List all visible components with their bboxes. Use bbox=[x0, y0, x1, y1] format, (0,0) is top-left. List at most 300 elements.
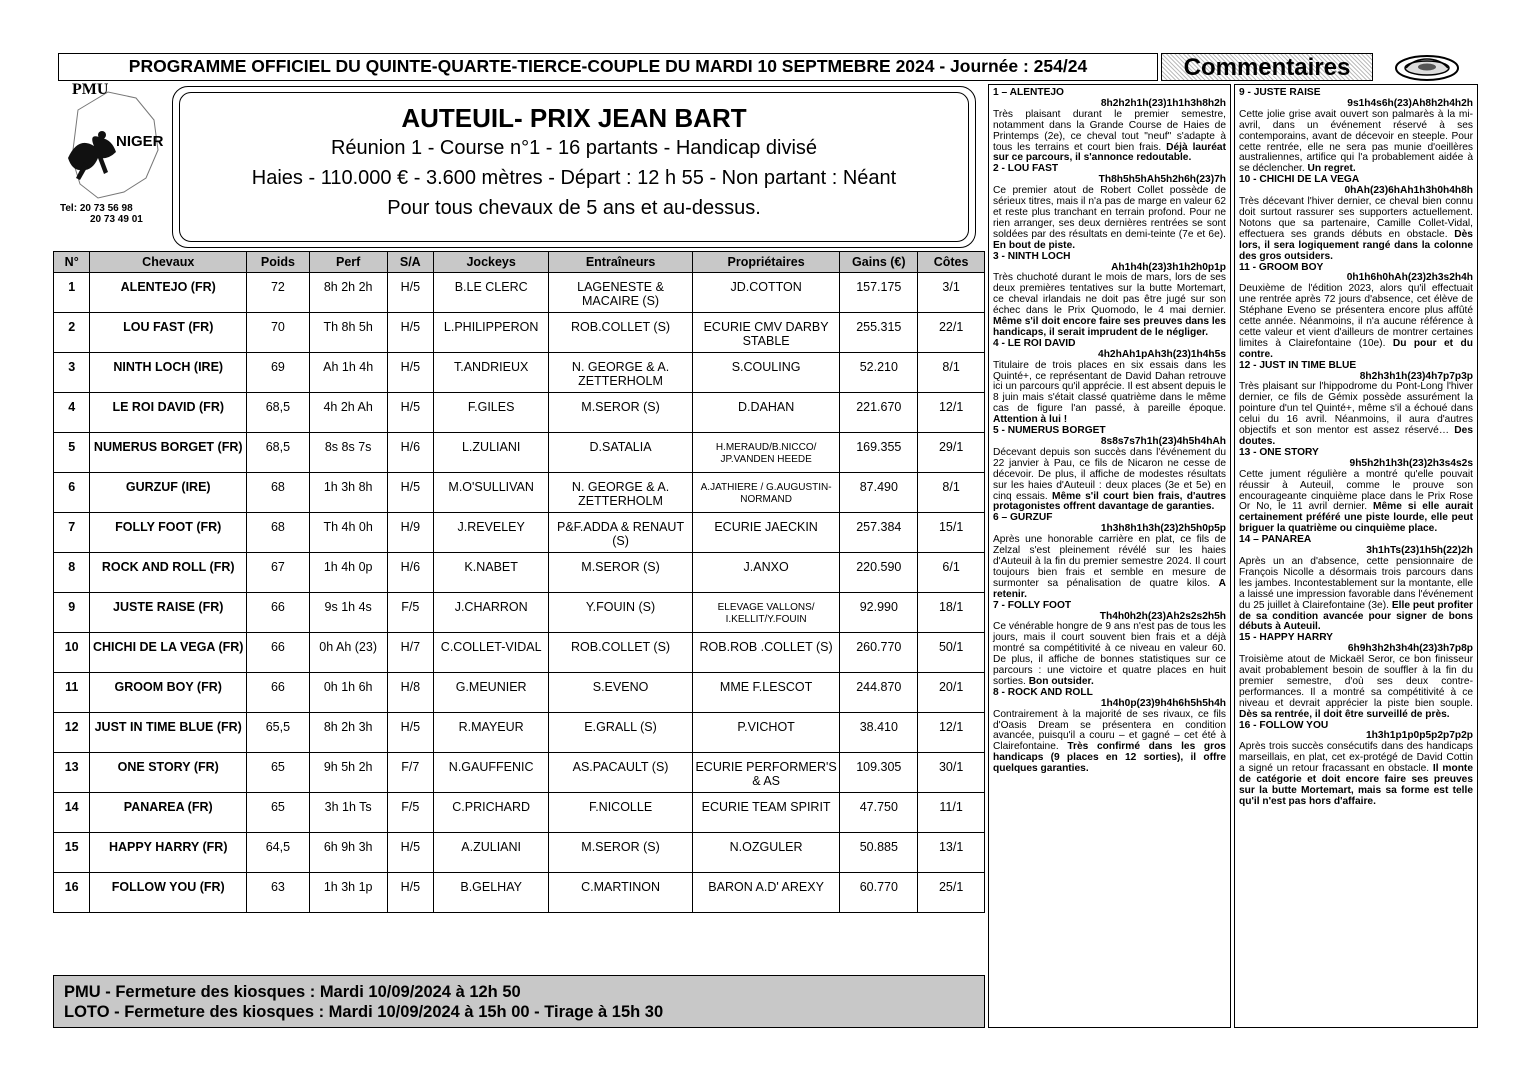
table-header-row bbox=[54, 252, 985, 273]
comment-perf: 8h2h2h1h(23)1h1h3h8h2h bbox=[1100, 97, 1226, 109]
table-cell: 12/1 bbox=[918, 713, 985, 753]
table-cell: D.DAHAN bbox=[692, 393, 840, 433]
comment-verdict: Un regret. bbox=[1307, 163, 1356, 175]
runners-table bbox=[53, 251, 985, 913]
table-cell: 87.490 bbox=[840, 473, 918, 513]
table-cell: H/6 bbox=[387, 553, 433, 593]
table-cell: L.ZULIANI bbox=[434, 433, 549, 473]
comment-body: Après un an d'absence, cette pensionnaire de François Nicolle a désormais trois parcours dans les jambes. Incontestablement sur la montante, elle a laissé une impression favorable dans l'événement du 25 juillet à Clairefontaine (3e). bbox=[1239, 555, 1473, 611]
comment-text bbox=[993, 710, 1226, 775]
comment-body: Deuxième de l'édition 2023, alors qu'il effectuait une rentrée après 72 jours d'absence, cet élève de Stéphane Eveno se présentera encore plus affûté cette année. Néanmoins, il n'a aucune référence à cette valeur et vient d'ailleurs de montrer certaines limites à Clairefontaine (10e). bbox=[1239, 283, 1473, 349]
comment-perf: 1h3h1p1p0p5p2p7p2p bbox=[1366, 730, 1473, 742]
comments-column-1 bbox=[988, 84, 1231, 1028]
table-cell: J.REVELEY bbox=[434, 513, 549, 553]
table-cell: 0h 1h 6h bbox=[309, 673, 387, 713]
table-cell: 8h 2h 2h bbox=[309, 273, 387, 313]
comment-text bbox=[993, 110, 1226, 165]
comment-verdict: Elle peut profiter de sa condition avancée pour signer de bons débuts à Auteuil. bbox=[1239, 599, 1473, 633]
table-row bbox=[54, 313, 985, 353]
comment-entry bbox=[1239, 361, 1473, 448]
column-header: Gains (€) bbox=[840, 252, 918, 273]
table-cell: Ah 1h 4h bbox=[309, 353, 387, 393]
table-cell: 68 bbox=[247, 513, 310, 553]
table-cell: LOU FAST (FR) bbox=[90, 313, 247, 353]
table-cell: H/8 bbox=[387, 673, 433, 713]
comment-title: 13 - ONE STORY bbox=[1239, 446, 1319, 458]
table-cell: S.EVENO bbox=[549, 673, 693, 713]
table-cell: ELEVAGE VALLONS/ I.KELLIT/Y.FOUIN bbox=[692, 593, 840, 633]
comment-entry bbox=[993, 88, 1226, 164]
comment-perf: 9s1h4s6h(23)Ah8h2h4h2h bbox=[1347, 97, 1473, 109]
table-cell: 13/1 bbox=[918, 833, 985, 873]
table-cell: 9h 5h 2h bbox=[309, 753, 387, 793]
comment-perf: 3h1hTs(23)1h5h(22)2h bbox=[1366, 545, 1473, 557]
table-cell: H/5 bbox=[387, 353, 433, 393]
comment-title: 11 - GROOM BOY bbox=[1239, 261, 1324, 273]
table-cell: K.NABET bbox=[434, 553, 549, 593]
column-header: Chevaux bbox=[90, 252, 247, 273]
table-cell: 52.210 bbox=[840, 353, 918, 393]
table-cell: 1h 4h 0p bbox=[309, 553, 387, 593]
table-cell: 11/1 bbox=[918, 793, 985, 833]
column-header: Perf bbox=[309, 252, 387, 273]
comment-body: Très plaisant sur l'hippodrome du Pont-Long l'hiver dernier, ce fils de Gémix possède assurément la pointure d'un tel Quinté+, même s'il a échoué dans celui du 16 avril. Néanmoins, il aura d'autres objectifs et son mentor est assez réservé… bbox=[1239, 381, 1473, 437]
table-cell: 1 bbox=[54, 273, 90, 313]
table-cell: 0h Ah (23) bbox=[309, 633, 387, 673]
table-cell: 68,5 bbox=[247, 393, 310, 433]
table-cell: JUST IN TIME BLUE (FR) bbox=[90, 713, 247, 753]
comment-verdict: Bon outsider. bbox=[1028, 675, 1094, 687]
table-cell: C.MARTINON bbox=[549, 873, 693, 913]
comment-verdict: Même s'il doit encore faire ses preuves dans les handicaps, il serait imprudent de le négliger. bbox=[993, 316, 1226, 338]
comment-perf: 8h2h3h1h(23)4h7p7p3p bbox=[1359, 370, 1473, 382]
table-cell: 68,5 bbox=[247, 433, 310, 473]
table-cell: 11 bbox=[54, 673, 90, 713]
table-row bbox=[54, 833, 985, 873]
comment-verdict: Des doutes. bbox=[1239, 425, 1473, 447]
table-cell: J.CHARRON bbox=[434, 593, 549, 633]
table-cell: PANAREA (FR) bbox=[90, 793, 247, 833]
table-cell: FOLLOW YOU (FR) bbox=[90, 873, 247, 913]
table-cell: Th 4h 0h bbox=[309, 513, 387, 553]
table-cell: CHICHI DE LA VEGA (FR) bbox=[90, 633, 247, 673]
comment-title: 5 - NUMERUS BORGET bbox=[993, 425, 1106, 437]
table-cell: H/9 bbox=[387, 513, 433, 553]
table-cell: H/5 bbox=[387, 473, 433, 513]
comment-title: 1 – ALENTEJO bbox=[993, 87, 1064, 98]
table-cell: E.GRALL (S) bbox=[549, 713, 693, 753]
table-cell: D.SATALIA bbox=[549, 433, 693, 473]
table-cell: 60.770 bbox=[840, 873, 918, 913]
table-cell: T.ANDRIEUX bbox=[434, 353, 549, 393]
table-cell: NINTH LOCH (IRE) bbox=[90, 353, 247, 393]
table-cell: R.MAYEUR bbox=[434, 713, 549, 753]
table-cell: 18/1 bbox=[918, 593, 985, 633]
table-row bbox=[54, 273, 985, 313]
table-cell: 220.590 bbox=[840, 553, 918, 593]
table-cell: 244.870 bbox=[840, 673, 918, 713]
table-cell: 29/1 bbox=[918, 433, 985, 473]
table-row bbox=[54, 873, 985, 913]
table-cell: 5 bbox=[54, 433, 90, 473]
comment-entry bbox=[993, 339, 1226, 426]
table-cell: 92.990 bbox=[840, 593, 918, 633]
table-cell: A.ZULIANI bbox=[434, 833, 549, 873]
table-cell: H/6 bbox=[387, 433, 433, 473]
table-cell: Y.FOUIN (S) bbox=[549, 593, 693, 633]
table-cell: JUSTE RAISE (FR) bbox=[90, 593, 247, 633]
table-cell: 64,5 bbox=[247, 833, 310, 873]
table-cell: FOLLY FOOT (FR) bbox=[90, 513, 247, 553]
table-cell: C.COLLET-VIDAL bbox=[434, 633, 549, 673]
comment-body: Ce vénérable hongre de 9 ans n'est pas de tous les jours, mais il court souvent bien frais et a déjà montré sa compétitivité à ce niveau en valeur 60. De plus, il affiche de bonnes statistiques sur ce parcours : une victoire et quatre places en huit sorties. bbox=[993, 621, 1226, 687]
comment-title: 4 - LE ROI DAVID bbox=[993, 337, 1076, 349]
table-cell: 10 bbox=[54, 633, 90, 673]
table-cell: JD.COTTON bbox=[692, 273, 840, 313]
table-cell: 30/1 bbox=[918, 753, 985, 793]
table-cell: 50.885 bbox=[840, 833, 918, 873]
comment-title: 7 - FOLLY FOOT bbox=[993, 599, 1072, 611]
table-cell: 38.410 bbox=[840, 713, 918, 753]
column-header: Côtes bbox=[918, 252, 985, 273]
comment-verdict: A retenir. bbox=[993, 577, 1226, 600]
comment-verdict: Du pour et du contre. bbox=[1239, 337, 1473, 360]
table-cell: 8/1 bbox=[918, 473, 985, 513]
logo-pmu-p: PMU bbox=[72, 81, 109, 98]
table-cell: 9s 1h 4s bbox=[309, 593, 387, 633]
table-cell: HAPPY HARRY (FR) bbox=[90, 833, 247, 873]
race-name: AUTEUIL- PRIX JEAN BART bbox=[401, 103, 747, 133]
table-cell: P&F.ADDA & RENAUT (S) bbox=[549, 513, 693, 553]
table-cell: J.ANXO bbox=[692, 553, 840, 593]
comments-logo-icon bbox=[1392, 52, 1462, 82]
table-row bbox=[54, 673, 985, 713]
table-cell: ECURIE JAECKIN bbox=[692, 513, 840, 553]
table-cell: BARON A.D' AREXY bbox=[692, 873, 840, 913]
closing-times bbox=[53, 975, 985, 1028]
table-cell: 169.355 bbox=[840, 433, 918, 473]
comment-text bbox=[1239, 197, 1473, 262]
table-row bbox=[54, 593, 985, 633]
comment-text bbox=[1239, 110, 1473, 175]
comment-title: 12 - JUST IN TIME BLUE bbox=[1239, 359, 1357, 371]
table-cell: 68 bbox=[247, 473, 310, 513]
table-cell: NUMERUS BORGET (FR) bbox=[90, 433, 247, 473]
table-cell: 20/1 bbox=[918, 673, 985, 713]
page-title: PROGRAMME OFFICIEL DU QUINTE-QUARTE-TIERCE-COUPLE DU MARDI 10 SEPTMEBRE 2024 - Journée : 254/24 bbox=[58, 53, 1158, 81]
table-cell: H/5 bbox=[387, 393, 433, 433]
comment-text bbox=[993, 622, 1226, 687]
comment-entry bbox=[1239, 633, 1473, 720]
comment-text bbox=[1239, 655, 1473, 720]
table-cell: N. GEORGE & A. ZETTERHOLM bbox=[549, 473, 693, 513]
logo-niger: NIGER bbox=[116, 133, 164, 150]
table-cell: 15 bbox=[54, 833, 90, 873]
table-cell: ECURIE TEAM SPIRIT bbox=[692, 793, 840, 833]
pmu-closing: PMU - Fermeture des kiosques : Mardi 10/09/2024 à 12h 50 bbox=[64, 983, 521, 1001]
comment-entry bbox=[1239, 535, 1473, 633]
table-cell: ROB.COLLET (S) bbox=[549, 313, 693, 353]
comment-verdict: Même si elle aurait certainement préféré une piste lourde, elle peut briguer la quatrième ou cinquième place. bbox=[1239, 501, 1473, 535]
comment-title: 3 - NINTH LOCH bbox=[993, 250, 1071, 262]
table-row bbox=[54, 553, 985, 593]
table-cell: L.PHILIPPERON bbox=[434, 313, 549, 353]
table-cell: MME F.LESCOT bbox=[692, 673, 840, 713]
table-cell: 6/1 bbox=[918, 553, 985, 593]
table-cell: B.GELHAY bbox=[434, 873, 549, 913]
comment-text bbox=[993, 273, 1226, 338]
comment-entry bbox=[1239, 88, 1473, 175]
comments-title: Commentaires bbox=[1161, 53, 1373, 81]
table-row bbox=[54, 473, 985, 513]
table-cell: 8s 8s 7s bbox=[309, 433, 387, 473]
column-header: Propriétaires bbox=[692, 252, 840, 273]
comment-perf: 4h2hAh1pAh3h(23)1h4h5s bbox=[1098, 348, 1226, 360]
table-cell: F.NICOLLE bbox=[549, 793, 693, 833]
comment-text bbox=[1239, 284, 1473, 360]
table-row bbox=[54, 433, 985, 473]
table-cell: 8 bbox=[54, 553, 90, 593]
comment-text bbox=[993, 361, 1226, 426]
table-cell: 12/1 bbox=[918, 393, 985, 433]
table-row bbox=[54, 793, 985, 833]
table-cell: ECURIE CMV DARBY STABLE bbox=[692, 313, 840, 353]
table-cell: 1h 3h 1p bbox=[309, 873, 387, 913]
race-line-2: Haies - 110.000 € - 3.600 mètres - Départ : 12 h 55 - Non partant : Néant bbox=[251, 167, 897, 189]
table-row bbox=[54, 753, 985, 793]
race-line-1: Réunion 1 - Course n°1 - 16 partants - Handicap divisé bbox=[330, 137, 818, 159]
comment-perf: Th4h0h2h(23)Ah2s2s2h5h bbox=[1099, 610, 1226, 622]
table-cell: A.JATHIERE / G.AUGUSTIN-NORMAND bbox=[692, 473, 840, 513]
table-cell: 9 bbox=[54, 593, 90, 633]
table-cell: 47.750 bbox=[840, 793, 918, 833]
table-cell: 13 bbox=[54, 753, 90, 793]
table-cell: M.SEROR (S) bbox=[549, 393, 693, 433]
table-cell: 260.770 bbox=[840, 633, 918, 673]
table-cell: M.SEROR (S) bbox=[549, 833, 693, 873]
table-cell: 66 bbox=[247, 673, 310, 713]
race-info bbox=[179, 92, 969, 242]
column-header: S/A bbox=[387, 252, 433, 273]
table-cell: H/5 bbox=[387, 273, 433, 313]
comment-verdict: Très confirmé dans les gros handicaps (9 places en 12 sorties), il offre quelques garanties. bbox=[993, 741, 1226, 775]
table-cell: 4h 2h Ah bbox=[309, 393, 387, 433]
table-cell: 4 bbox=[54, 393, 90, 433]
table-cell: 109.305 bbox=[840, 753, 918, 793]
table-cell: 3/1 bbox=[918, 273, 985, 313]
comment-body: Décevant depuis son succès dans l'événement du 22 janvier à Pau, ce fils de Nicaron ne cesse de décevoir. De plus, il affiche de modestes résultats sur les haies d'Auteuil : deux places (3e et 5e) en cinq essais. bbox=[993, 446, 1226, 502]
table-cell: 3 bbox=[54, 353, 90, 393]
table-row bbox=[54, 393, 985, 433]
table-cell: F/5 bbox=[387, 793, 433, 833]
table-cell: ECURIE PERFORMER'S & AS bbox=[692, 753, 840, 793]
table-cell: H/5 bbox=[387, 833, 433, 873]
table-cell: 70 bbox=[247, 313, 310, 353]
table-cell: 25/1 bbox=[918, 873, 985, 913]
comment-body: Très chuchoté durant le mois de mars, lors de ses deux premières tentatives sur la butte Mortemart, ce cheval irlandais ne doit pas être jugé sur son échec dans le Prix Quomodo, le 4 mai dernier. bbox=[993, 272, 1226, 317]
comment-body: Troisième atout de Mickaël Seror, ce bon finisseur avait probablement besoin de souffler à la fin du premier semestre, d'où ses deux contre-performances. Il a montré sa compétitivité à ce niveau et devrait apprécier la piste bien souple. bbox=[1239, 654, 1473, 709]
table-cell: 72 bbox=[247, 273, 310, 313]
comment-entry bbox=[993, 688, 1226, 775]
table-cell: 157.175 bbox=[840, 273, 918, 313]
comment-entry bbox=[1239, 263, 1473, 361]
table-cell: 15/1 bbox=[918, 513, 985, 553]
table-cell: H/5 bbox=[387, 873, 433, 913]
table-cell: AS.PACAULT (S) bbox=[549, 753, 693, 793]
table-cell: 66 bbox=[247, 593, 310, 633]
table-cell: ROB.COLLET (S) bbox=[549, 633, 693, 673]
comment-verdict: Dès sa rentrée, il doit être surveillé de près. bbox=[1239, 708, 1450, 720]
comment-verdict: Même s'il court bien frais, d'autres protagonistes offrent davantage de garanties. bbox=[993, 490, 1226, 513]
table-cell: C.PRICHARD bbox=[434, 793, 549, 833]
comment-entry bbox=[993, 513, 1226, 600]
table-cell: ONE STORY (FR) bbox=[90, 753, 247, 793]
comment-title: 15 - HAPPY HARRY bbox=[1239, 632, 1333, 644]
table-cell: 14 bbox=[54, 793, 90, 833]
comment-title: 2 - LOU FAST bbox=[993, 163, 1059, 175]
table-cell: 6 bbox=[54, 473, 90, 513]
table-cell: GURZUF (IRE) bbox=[90, 473, 247, 513]
table-cell: H/5 bbox=[387, 313, 433, 353]
comment-entry bbox=[993, 426, 1226, 513]
comment-body: Cette jument régulière a montré qu'elle pouvait réussir à Auteuil, comme le prouve son encourageante cinquième place dans le Prix Rose Or No, le 11 avril dernier. bbox=[1239, 468, 1473, 513]
column-header: N° bbox=[54, 252, 90, 273]
table-cell: 8h 2h 3h bbox=[309, 713, 387, 753]
table-cell: 65 bbox=[247, 793, 310, 833]
comment-verdict: Dès lors, il sera logiquement rangé dans la colonne des gros outsiders. bbox=[1239, 228, 1473, 262]
table-cell: 22/1 bbox=[918, 313, 985, 353]
comment-verdict: En bout de piste. bbox=[993, 239, 1076, 251]
phone-line-2: 20 73 49 01 bbox=[90, 214, 143, 225]
race-line-3: Pour tous chevaux de 5 ans et au-dessus. bbox=[387, 197, 761, 219]
table-row bbox=[54, 713, 985, 753]
comments-column-2 bbox=[1234, 84, 1478, 1028]
comment-body: Après trois succès consécutifs dans des handicaps marseillais, en plat, cet ex-protégé de David Cottin a signé un retour fracassant en obstacle. bbox=[1239, 741, 1473, 775]
table-cell: 6h 9h 3h bbox=[309, 833, 387, 873]
comment-verdict: Il monte de catégorie et doit encore faire ses preuves sur la butte Mortemart, mais sa forme est telle qu'il n'est pas hors d'affaire. bbox=[1239, 763, 1473, 807]
table-row bbox=[54, 513, 985, 553]
table-cell: F.GILES bbox=[434, 393, 549, 433]
comment-text bbox=[1239, 557, 1473, 633]
table-cell: 7 bbox=[54, 513, 90, 553]
table-cell: LAGENESTE & MACAIRE (S) bbox=[549, 273, 693, 313]
table-cell: 3h 1h Ts bbox=[309, 793, 387, 833]
table-cell: ROB.ROB .COLLET (S) bbox=[692, 633, 840, 673]
table-cell: 66 bbox=[247, 633, 310, 673]
column-header: Jockeys bbox=[434, 252, 549, 273]
comment-perf: Th8h5h5hAh5h2h6h(23)7h bbox=[1098, 174, 1226, 186]
table-cell: M.O'SULLIVAN bbox=[434, 473, 549, 513]
comment-verdict: Attention à lui ! bbox=[993, 414, 1068, 426]
comment-title: 6 – GURZUF bbox=[993, 512, 1053, 524]
comment-verdict: Déjà lauréat sur ce parcours, il s'annonce redoutable. bbox=[993, 141, 1226, 164]
table-cell: 8/1 bbox=[918, 353, 985, 393]
comment-title: 9 - JUSTE RAISE bbox=[1239, 87, 1321, 98]
table-cell: 2 bbox=[54, 313, 90, 353]
table-cell: 69 bbox=[247, 353, 310, 393]
table-row bbox=[54, 633, 985, 673]
table-cell: M.SEROR (S) bbox=[549, 553, 693, 593]
comment-entry bbox=[993, 164, 1226, 251]
table-cell: 255.315 bbox=[840, 313, 918, 353]
loto-closing: LOTO - Fermeture des kiosques : Mardi 10/09/2024 à 15h 00 - Tirage à 15h 30 bbox=[64, 1003, 664, 1021]
comment-perf: 1h3h8h1h3h(23)2h5h0p5p bbox=[1100, 523, 1226, 535]
table-cell: ROCK AND ROLL (FR) bbox=[90, 553, 247, 593]
comment-title: 10 - CHICHI DE LA VEGA bbox=[1239, 174, 1360, 186]
table-cell: 50/1 bbox=[918, 633, 985, 673]
comment-title: 14 – PANAREA bbox=[1239, 534, 1312, 546]
table-cell: N.OZGULER bbox=[692, 833, 840, 873]
table-cell: N.GAUFFENIC bbox=[434, 753, 549, 793]
table-cell: P.VICHOT bbox=[692, 713, 840, 753]
table-cell: LE ROI DAVID (FR) bbox=[90, 393, 247, 433]
comment-entry bbox=[1239, 175, 1473, 262]
comment-perf: 0h1h6h0hAh(23)2h3s2h4h bbox=[1346, 272, 1473, 284]
comment-perf: 0hAh(23)6hAh1h3h0h4h8h bbox=[1344, 185, 1473, 197]
comment-text bbox=[993, 535, 1226, 600]
comment-text bbox=[1239, 382, 1473, 447]
comment-entry bbox=[993, 601, 1226, 688]
comment-entry bbox=[993, 252, 1226, 339]
comment-body: Ce premier atout de Robert Collet possède de sérieux titres, mais il n'a pas de marge en valeur 62 et reste plus tranchant en terrain profond. Pour ne rien arranger, ses deux dernières rentrées se sont soldées par des résultats en demi-teinte (7e et 6e). bbox=[993, 185, 1226, 240]
comment-title: 16 - FOLLOW YOU bbox=[1239, 719, 1329, 731]
table-cell: GROOM BOY (FR) bbox=[90, 673, 247, 713]
table-cell: S.COULING bbox=[692, 353, 840, 393]
table-cell: 67 bbox=[247, 553, 310, 593]
table-cell: Th 8h 5h bbox=[309, 313, 387, 353]
table-cell: 65,5 bbox=[247, 713, 310, 753]
phone-line-1: Tel: 20 73 56 98 bbox=[60, 203, 133, 214]
table-row bbox=[54, 353, 985, 393]
comment-body: Très plaisant durant le premier semestre, notamment dans la Grande Course de Haies de Printemps (2e), ce cheval tout "neuf" s'adapte à tous les terrains et court bien frais. bbox=[993, 108, 1226, 153]
comment-body: Contrairement à la majorité de ses rivaux, ce fils d'Oasis Dream se présentera en condition avancée, puisqu'il a couru – et gagné – cet été à Clairefontaine. bbox=[993, 708, 1226, 753]
table-cell: 63 bbox=[247, 873, 310, 913]
comment-entry bbox=[1239, 448, 1473, 535]
table-cell: 221.670 bbox=[840, 393, 918, 433]
table-cell: ALENTEJO (FR) bbox=[90, 273, 247, 313]
comment-body: Après une honorable carrière en plat, ce fils de Zelzal s'est pleinement révélé sur les haies d'Auteuil à la fin du premier semestre 2024. Il court toujours bien frais et semble en mesure de surmonter sa pénalisation de quatre kilos. bbox=[993, 534, 1226, 589]
comment-perf: 9h5h2h1h3h(23)2h3s4s2s bbox=[1349, 457, 1473, 469]
comment-body: Très décevant l'hiver dernier, ce cheval bien connu doit surtout rassurer ses supporters actuellement. Notons que sa partenaire, Camille Collet-Vidal, effectuera ses grands débuts en obstacle. bbox=[1239, 196, 1473, 240]
comment-perf: 8s8s7s7h1h(23)4h5h4hAh bbox=[1100, 436, 1226, 447]
comment-title: 8 - ROCK AND ROLL bbox=[993, 686, 1093, 698]
comment-perf: Ah1h4h(23)3h1h2h0p1p bbox=[1111, 261, 1226, 273]
table-cell: 257.384 bbox=[840, 513, 918, 553]
table-cell: F/5 bbox=[387, 593, 433, 633]
comment-text bbox=[1239, 742, 1473, 807]
phone-numbers bbox=[60, 203, 170, 225]
table-cell: H/7 bbox=[387, 633, 433, 673]
comment-text bbox=[1239, 470, 1473, 535]
comment-body: Titulaire de trois places en six essais dans les Quinté+, ce représentant de David Dahan retrouve ici un parcours qu'il apprécie. Il est absent depuis le 8 juin mais s'était classé quatrième dans le même cas de figure l'an passé, à pareille époque. bbox=[993, 359, 1226, 415]
column-header: Poids bbox=[247, 252, 310, 273]
comment-text bbox=[993, 448, 1226, 513]
comment-text bbox=[993, 186, 1226, 251]
table-cell: 65 bbox=[247, 753, 310, 793]
table-cell: B.LE CLERC bbox=[434, 273, 549, 313]
table-cell: 1h 3h 8h bbox=[309, 473, 387, 513]
comment-entry bbox=[1239, 721, 1473, 808]
comment-perf: 6h9h3h2h3h4h(23)3h7p8p bbox=[1347, 643, 1473, 655]
table-cell: H/5 bbox=[387, 713, 433, 753]
table-cell: 16 bbox=[54, 873, 90, 913]
comment-body: Cette jolie grise avait ouvert son palmarès à la mi-avril, dans un événement réservé à ses contemporains, avant de décevoir en steeple. Pour cette rentrée, elle ne sera pas munie d'oeillères australiennes, artifice qui l'a probablement aidée à se déclencher. bbox=[1239, 108, 1473, 175]
table-cell: F/7 bbox=[387, 753, 433, 793]
table-cell: G.MEUNIER bbox=[434, 673, 549, 713]
table-cell: H.MERAUD/B.NICCO/ JP.VANDEN HEEDE bbox=[692, 433, 840, 473]
table-cell: 12 bbox=[54, 713, 90, 753]
column-header: Entraîneurs bbox=[549, 252, 693, 273]
